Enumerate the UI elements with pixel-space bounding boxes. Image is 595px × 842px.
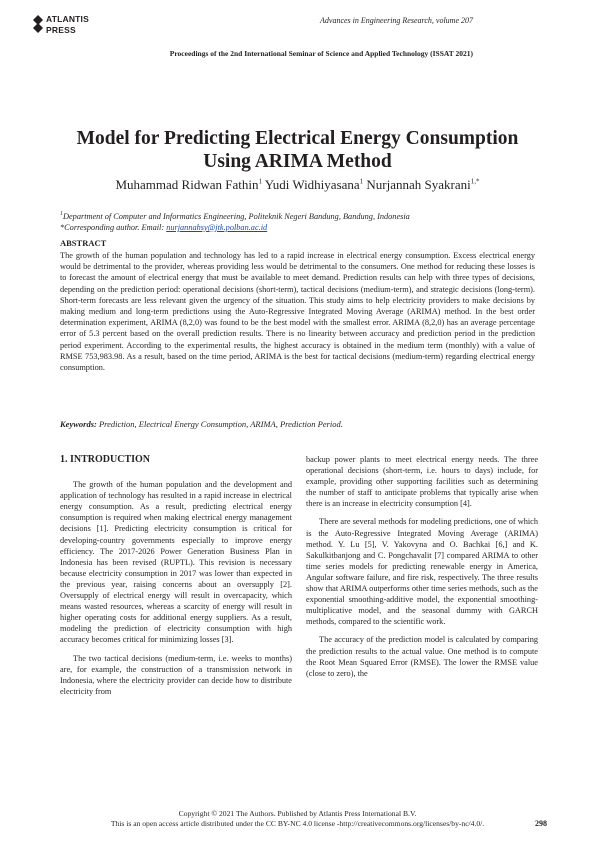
author-name: Nurjannah Syakrani xyxy=(366,177,471,192)
logo-text xyxy=(46,14,89,35)
email-link[interactable]: nurjannahsy@jtk.polban.ac.id xyxy=(166,222,268,232)
corresponding-author-line xyxy=(60,222,540,233)
keywords-label: Keywords: xyxy=(60,419,97,429)
page-footer xyxy=(0,809,595,829)
copyright-line: Copyright © 2021 The Authors. Published by Atlantis Press International B.V. xyxy=(178,809,417,818)
affiliation-block xyxy=(60,209,540,233)
author-affiliation-mark: 1 xyxy=(258,177,262,186)
author-affiliation-mark: 1,* xyxy=(470,177,480,186)
title-line-1: Model for Predicting Electrical Energy Consumption xyxy=(76,128,519,149)
body-paragraph: The accuracy of the prediction model is calculated by comparing the prediction results to the actual value. One method is to compute the Root Mean Squared Error (RMSE). The lower the RMSE value (close to zero), the xyxy=(306,635,538,678)
keywords-line xyxy=(60,419,535,429)
keywords-text: Prediction, Electrical Energy Consumption, ARIMA, Prediction Period. xyxy=(96,419,343,429)
author-list xyxy=(0,177,595,193)
license-line: This is an open access article distributed under the CC BY-NC 4.0 license -http://creativecommons.org/licenses/by-nc/4.0/. xyxy=(110,819,485,828)
abstract-heading: ABSTRACT xyxy=(60,238,107,248)
page-number: 298 xyxy=(535,819,547,828)
atlantis-logo-icon xyxy=(32,15,44,33)
right-column xyxy=(306,454,538,686)
affiliation-mark: 1 xyxy=(60,211,63,217)
author-affiliation-mark: 1 xyxy=(359,177,364,186)
body-paragraph: The growth of the human population and the development and application of technology has resulted in a rapid increase in electrical energy consumption. As a result, predicting electrical energy consumption is required when making electrical energy management decisions [1]. Predicting electricity consumption is critical for developing-country governments especially to improve energy efficiency. The 2017-2026 Power Generation Business Plan in Indonesia has been revised (RUPTL). This revision is necessary because electricity consumption in 2017 was lower than expected in the previous year, raising concerns about an oversupply [2]. Oversupply of electrical energy will result in overcapacity, which means wasted resources, whereas a scarcity of energy will result in higher operating costs for additional energy suppliers. As a result, modeling the prediction of electricity consumption with high accuracy becomes critical for minimizing losses [3]. xyxy=(60,480,292,645)
section-heading: 1. INTRODUCTION xyxy=(60,454,151,465)
abstract-text: The growth of the human population and technology has led to a rapid increase in electrical energy consumption. Excess electrical energy would be detrimental to the provider, whereas providing less would be detrimental to the consumers. One method for reducing these losses is to forecast the amount of electrical energy that must be available to meet demand. Prediction results can help with three types of decisions, depending on the prediction period: operational decisions (short-term), tactical decisions (medium-term), and strategic decisions (long-term). Short-term forecasts are less relevant given the urgency of the situation. This study aims to help electricity providers to make decisions by making medium and long-term predictions using the Auto-Regressive Integrated Moving Average (ARIMA) method. In the best order determination experiment, ARIMA (8,2,0) was found to be the best model with the smallest error. ARIMA (8,2,0) has an average percentage error of 5.3 percent based on the overall prediction results. There is no linearity between accuracy and prediction period in the prediction period experiment. According to the experimental results, the highest accuracy is obtained in the medium term (monthly) with a value of RMSE 753,983.98. As a result, based on the time period, ARIMA is the best for tactical decisions (medium-term) regarding electrical energy consumption. xyxy=(60,251,535,373)
logo-line-2: PRESS xyxy=(46,24,76,35)
paper-title xyxy=(0,127,595,173)
affiliation-line xyxy=(60,209,540,222)
body-paragraph: backup power plants to meet electrical energy needs. The three operational decisions (short-term, i.e. hours to days) include, for example, providing other supporting facilities such as determining the number of staff to anticipate problems that typically arise when there is an increase in electricity consumption [4]. xyxy=(306,455,538,509)
corresponding-label: *Corresponding author. Email: xyxy=(60,222,167,232)
author-name: Muhammad Ridwan Fathin xyxy=(115,177,259,192)
body-paragraph: The two tactical decisions (medium-term, i.e. weeks to months) are, for example, the construction of a transmission network in Indonesia, where the electricity provider can decide how to distribute electricity from xyxy=(60,653,292,696)
journal-name: Advances in Engineering Research, volume 207 xyxy=(320,16,473,25)
body-paragraph: There are several methods for modeling predictions, one of which is the Auto-Regressive Integrated Moving Average (ARIMA) method. Y. Lu [5], V. Yakovyna and O. Bachkai [6,] and K. Sakulkitbanjong and C. Pongchavalit [7] compared ARIMA to other time series models for predicting renewable energy in America, Angular software failure, and fire risk, respectively. The three results show that ARIMA outperforms other time series methods, such as the exponential smoothing-additive model, the exponential smoothing-multiplicative model, and the seasonal dummy with GARCH methods, compared to the scientific work. xyxy=(306,517,538,627)
title-line-2: Using ARIMA Method xyxy=(203,151,392,172)
affiliation-text: Department of Computer and Informatics Engineering, Politeknik Negeri Bandung, Bandung, Indonesia xyxy=(63,211,410,221)
author-name: Yudi Widhiyasana xyxy=(264,177,360,192)
left-column xyxy=(60,454,292,704)
proceedings-name: Proceedings of the 2nd International Seminar of Science and Applied Technology (ISSAT 2021) xyxy=(169,49,473,58)
logo-line-1: ATLANTIS xyxy=(46,14,89,24)
publisher-logo xyxy=(32,12,102,36)
